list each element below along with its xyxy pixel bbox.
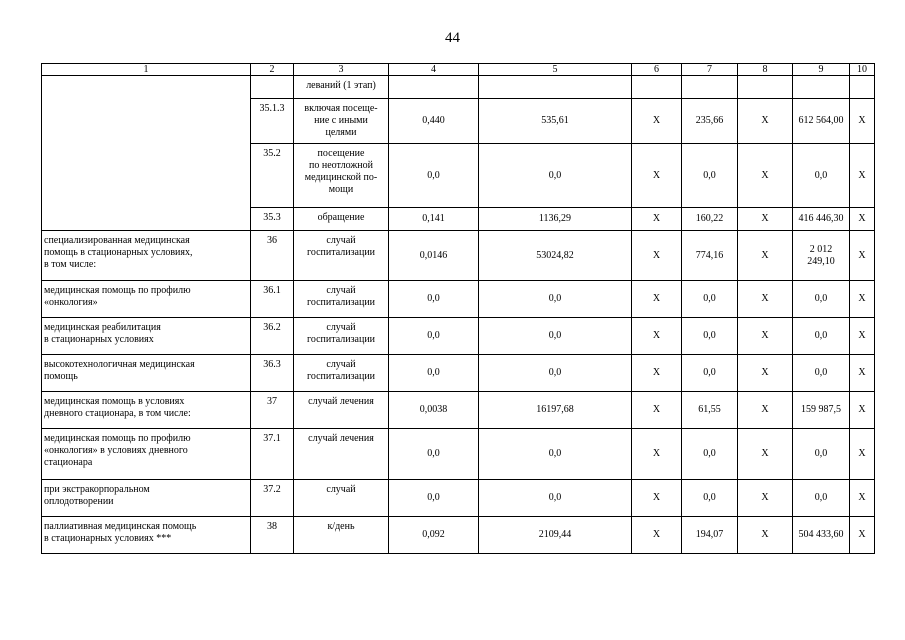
- header-cell-9: 9: [793, 64, 850, 76]
- table-cell-col8: X: [738, 392, 793, 429]
- table-row: [42, 318, 875, 355]
- header-cell-3: 3: [294, 64, 389, 76]
- table-cell-col9: 0,0: [793, 318, 850, 355]
- table-cell-col3: к/день: [294, 517, 389, 554]
- table-cell-col9: 0,0: [793, 480, 850, 517]
- table-cell-col7: 0,0: [682, 281, 738, 318]
- header-cell-1: 1: [42, 64, 251, 76]
- table-cell-col9: 416 446,30: [793, 208, 850, 231]
- table-cell-col3: включая посеще- ние с иными целями: [294, 99, 389, 144]
- table-cell-col1: медицинская помощь по профилю «онкология»: [42, 281, 251, 318]
- table-cell-col7: 0,0: [682, 144, 738, 208]
- table-cell-col3: случай госпитализации: [294, 231, 389, 281]
- table-cell-col1: [42, 144, 251, 208]
- table-cell-col8: X: [738, 208, 793, 231]
- table-cell-col4: [389, 76, 479, 99]
- table-cell-col3: случай госпитализации: [294, 355, 389, 392]
- table-row: [42, 281, 875, 318]
- table-cell-col3: случай: [294, 480, 389, 517]
- table-cell-col7: 194,07: [682, 517, 738, 554]
- table-cell-col2: 38: [251, 517, 294, 554]
- table-cell-col6: X: [632, 355, 682, 392]
- table-cell-col7: 0,0: [682, 318, 738, 355]
- table-cell-col8: X: [738, 231, 793, 281]
- table-cell-col2: 37.2: [251, 480, 294, 517]
- table-cell-col2: 37: [251, 392, 294, 429]
- data-table: [41, 63, 875, 554]
- table-cell-col4: 0,0: [389, 480, 479, 517]
- table-cell-col2: 36: [251, 231, 294, 281]
- table-row: [42, 208, 875, 231]
- table-cell-col10: [850, 76, 875, 99]
- table-cell-col10: X: [850, 392, 875, 429]
- table-cell-col9: 2 012 249,10: [793, 231, 850, 281]
- table-cell-col9: 0,0: [793, 144, 850, 208]
- table-cell-col10: X: [850, 281, 875, 318]
- table-cell-col6: X: [632, 318, 682, 355]
- table-cell-col2: 36.1: [251, 281, 294, 318]
- table-cell-col4: 0,0: [389, 318, 479, 355]
- header-cell-6: 6: [632, 64, 682, 76]
- header-cell-2: 2: [251, 64, 294, 76]
- table-cell-col8: X: [738, 429, 793, 480]
- table-cell-col7: [682, 76, 738, 99]
- table-cell-col6: X: [632, 144, 682, 208]
- table-row: [42, 355, 875, 392]
- table-cell-col4: 0,0: [389, 281, 479, 318]
- table-row: [42, 429, 875, 480]
- table-cell-col4: 0,092: [389, 517, 479, 554]
- table-cell-col7: 235,66: [682, 99, 738, 144]
- header-cell-7: 7: [682, 64, 738, 76]
- table-cell-col2: 36.3: [251, 355, 294, 392]
- table-cell-col9: 0,0: [793, 355, 850, 392]
- table-cell-col10: X: [850, 480, 875, 517]
- table-cell-col6: X: [632, 392, 682, 429]
- table-cell-col4: 0,0038: [389, 392, 479, 429]
- table-cell-col4: 0,0: [389, 144, 479, 208]
- table-row: [42, 392, 875, 429]
- table-cell-col4: 0,0146: [389, 231, 479, 281]
- table-cell-col10: X: [850, 231, 875, 281]
- table-row: [42, 76, 875, 99]
- table-cell-col5: 0,0: [479, 355, 632, 392]
- table-cell-col4: 0,0: [389, 355, 479, 392]
- table-cell-col7: 160,22: [682, 208, 738, 231]
- table-cell-col10: X: [850, 318, 875, 355]
- table-cell-col10: X: [850, 517, 875, 554]
- table-cell-col8: X: [738, 517, 793, 554]
- table-cell-col5: 16197,68: [479, 392, 632, 429]
- table-body: [42, 76, 875, 554]
- table-cell-col10: X: [850, 355, 875, 392]
- table-cell-col9: 0,0: [793, 429, 850, 480]
- table-cell-col1: медицинская реабилитация в стационарных условиях: [42, 318, 251, 355]
- table-cell-col9: 504 433,60: [793, 517, 850, 554]
- table-cell-col4: 0,0: [389, 429, 479, 480]
- table-cell-col5: [479, 76, 632, 99]
- table-cell-col6: X: [632, 231, 682, 281]
- table-cell-col7: 61,55: [682, 392, 738, 429]
- table-cell-col2: 35.1.3: [251, 99, 294, 144]
- table-cell-col1: [42, 99, 251, 144]
- table-cell-col9: 159 987,5: [793, 392, 850, 429]
- table-cell-col10: X: [850, 99, 875, 144]
- table-cell-col10: X: [850, 208, 875, 231]
- header-cell-5: 5: [479, 64, 632, 76]
- table-cell-col2: 36.2: [251, 318, 294, 355]
- table-cell-col1: высокотехнологичная медицинская помощь: [42, 355, 251, 392]
- table-row: [42, 517, 875, 554]
- table-cell-col6: X: [632, 429, 682, 480]
- table-cell-col7: 0,0: [682, 355, 738, 392]
- table-cell-col6: X: [632, 480, 682, 517]
- table-cell-col8: X: [738, 144, 793, 208]
- table-cell-col1: специализированная медицинская помощь в стационарных условиях, в том числе:: [42, 231, 251, 281]
- table-cell-col8: X: [738, 99, 793, 144]
- table-cell-col2: 37.1: [251, 429, 294, 480]
- table-cell-col6: X: [632, 99, 682, 144]
- table-cell-col8: X: [738, 318, 793, 355]
- table-cell-col5: 0,0: [479, 480, 632, 517]
- table-cell-col5: 0,0: [479, 318, 632, 355]
- table-cell-col4: 0,141: [389, 208, 479, 231]
- table-cell-col3: случай лечения: [294, 392, 389, 429]
- table-cell-col7: 774,16: [682, 231, 738, 281]
- table-cell-col3: случай лечения: [294, 429, 389, 480]
- table-cell-col3: обращение: [294, 208, 389, 231]
- table-cell-col10: X: [850, 429, 875, 480]
- table-header-row: [42, 64, 875, 76]
- table-cell-col8: X: [738, 480, 793, 517]
- table-cell-col8: X: [738, 355, 793, 392]
- table-cell-col1: при экстракорпоральном оплодотворении: [42, 480, 251, 517]
- table-cell-col6: X: [632, 281, 682, 318]
- table-cell-col3: посещение по неотложной медицинской по- мощи: [294, 144, 389, 208]
- table-row: [42, 99, 875, 144]
- table-cell-col5: 0,0: [479, 281, 632, 318]
- table-cell-col1: [42, 76, 251, 99]
- table-cell-col1: медицинская помощь в условиях дневного стационара, в том числе:: [42, 392, 251, 429]
- table-cell-col2: 35.3: [251, 208, 294, 231]
- table-cell-col6: X: [632, 517, 682, 554]
- table-cell-col9: 0,0: [793, 281, 850, 318]
- table-cell-col3: леваний (1 этап): [294, 76, 389, 99]
- table-cell-col1: [42, 208, 251, 231]
- table-cell-col7: 0,0: [682, 480, 738, 517]
- header-cell-10: 10: [850, 64, 875, 76]
- table-cell-col4: 0,440: [389, 99, 479, 144]
- table-cell-col9: [793, 76, 850, 99]
- table-cell-col9: 612 564,00: [793, 99, 850, 144]
- table-cell-col5: 2109,44: [479, 517, 632, 554]
- table-cell-col8: [738, 76, 793, 99]
- table-cell-col6: X: [632, 208, 682, 231]
- table-cell-col5: 0,0: [479, 144, 632, 208]
- table-cell-col1: паллиативная медицинская помощь в стационарных условиях ***: [42, 517, 251, 554]
- page-number: 44: [445, 30, 460, 46]
- header-cell-4: 4: [389, 64, 479, 76]
- table-cell-col5: 535,61: [479, 99, 632, 144]
- table-cell-col2: 35.2: [251, 144, 294, 208]
- table-cell-col5: 53024,82: [479, 231, 632, 281]
- table-cell-col7: 0,0: [682, 429, 738, 480]
- table-row: [42, 144, 875, 208]
- table-row: [42, 231, 875, 281]
- table-cell-col1: медицинская помощь по профилю «онкология» в условиях дневного стационара: [42, 429, 251, 480]
- table-cell-col3: случай госпитализации: [294, 318, 389, 355]
- table-row: [42, 480, 875, 517]
- table-cell-col6: [632, 76, 682, 99]
- table-cell-col10: X: [850, 144, 875, 208]
- header-cell-8: 8: [738, 64, 793, 76]
- table-cell-col2: [251, 76, 294, 99]
- table-cell-col5: 0,0: [479, 429, 632, 480]
- table-cell-col5: 1136,29: [479, 208, 632, 231]
- table-cell-col8: X: [738, 281, 793, 318]
- table-cell-col3: случай госпитализации: [294, 281, 389, 318]
